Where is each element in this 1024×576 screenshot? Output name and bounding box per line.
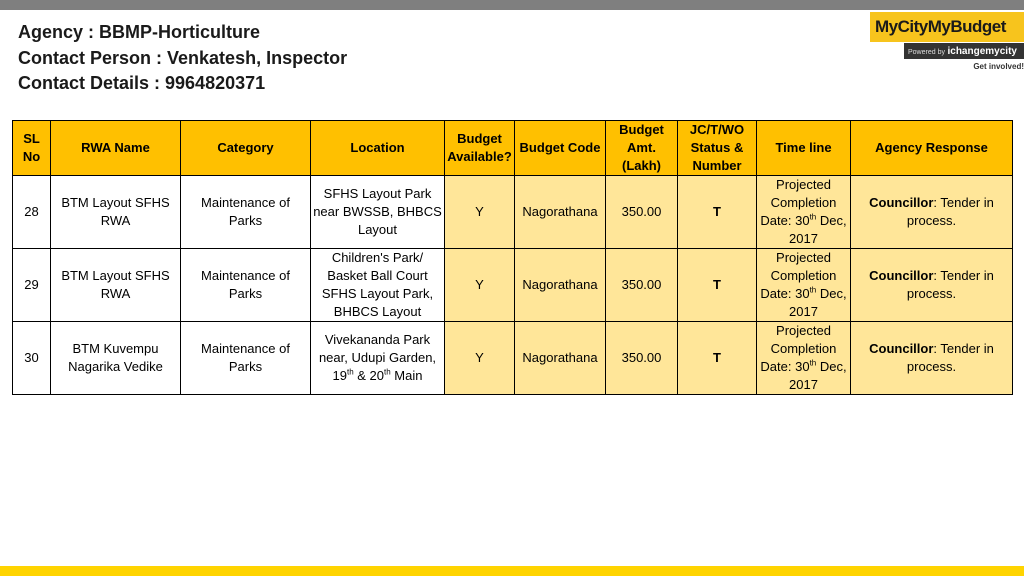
- table-header-row: [13, 121, 1013, 176]
- cell-budget-code: Nagorathana: [515, 249, 606, 322]
- cell-sl: 28: [13, 176, 51, 249]
- cell-category: Maintenance of Parks: [181, 322, 311, 395]
- cell-status: T: [678, 176, 757, 249]
- cell-sl: 30: [13, 322, 51, 395]
- response-text: : Tender in process.: [906, 195, 994, 228]
- cell-category: Maintenance of Parks: [181, 176, 311, 249]
- timeline-ordinal: th: [809, 358, 817, 368]
- top-border-bar: [0, 0, 1024, 10]
- cell-budget-available: Y: [445, 249, 515, 322]
- header-status: JC/T/WO Status & Number: [678, 121, 757, 176]
- logo-brand: ichangemycity: [947, 46, 1017, 57]
- cell-budget-available: Y: [445, 176, 515, 249]
- cell-status: T: [678, 249, 757, 322]
- cell-rwa-name: BTM Layout SFHS RWA: [51, 249, 181, 322]
- cell-category: Maintenance of Parks: [181, 249, 311, 322]
- header-category: Category: [181, 121, 311, 176]
- header-time-line: Time line: [757, 121, 851, 176]
- table-row: [13, 322, 1013, 395]
- agency-line: Agency : BBMP-Horticulture: [18, 22, 261, 42]
- cell-agency-response: [851, 176, 1013, 249]
- budget-table: [12, 120, 1013, 395]
- location-text: Vivekananda Park near, Udupi Garden, 19: [318, 332, 437, 383]
- cell-time-line: [757, 176, 851, 249]
- location-text-end: Main: [390, 368, 423, 383]
- cell-agency-response: [851, 249, 1013, 322]
- cell-budget-amount: 350.00: [606, 322, 678, 395]
- cell-sl: 29: [13, 249, 51, 322]
- cell-time-line: [757, 249, 851, 322]
- table-row: [13, 249, 1013, 322]
- cell-budget-amount: 350.00: [606, 176, 678, 249]
- cell-status: T: [678, 322, 757, 395]
- response-who: Councillor: [869, 268, 934, 283]
- cell-rwa-name: BTM Layout SFHS RWA: [51, 176, 181, 249]
- location-ordinal-2: th: [384, 367, 391, 377]
- timeline-text-end: Dec, 2017: [789, 286, 847, 319]
- header-budget-available: Budget Available?: [445, 121, 515, 176]
- timeline-text: Projected Completion Date: 30: [760, 250, 837, 301]
- cell-budget-amount: 350.00: [606, 249, 678, 322]
- header-rwa-name: RWA Name: [51, 121, 181, 176]
- timeline-text: Projected Completion Date: 30: [760, 323, 837, 374]
- header-sl-no: SL No: [13, 121, 51, 176]
- response-text: : Tender in process.: [906, 341, 994, 374]
- cell-budget-code: Nagorathana: [515, 322, 606, 395]
- timeline-text-end: Dec, 2017: [789, 213, 847, 246]
- location-ordinal: th: [346, 367, 354, 377]
- location-text-mid: & 20: [353, 368, 385, 383]
- timeline-ordinal: th: [809, 212, 817, 222]
- table-row: [13, 176, 1013, 249]
- cell-rwa-name: BTM Kuvempu Nagarika Vedike: [51, 322, 181, 395]
- bottom-border-bar: [0, 566, 1024, 576]
- header-budget-amount: Budget Amt. (Lakh): [606, 121, 678, 176]
- contact-person-line: Contact Person : Venkatesh, Inspector: [18, 47, 348, 68]
- contact-details-line: Contact Details : 9964820371: [18, 73, 266, 93]
- logo-powered-strip: [904, 43, 1024, 59]
- mycitymybudget-logo: [870, 12, 1024, 74]
- timeline-text: Projected Completion Date: 30: [760, 177, 837, 228]
- response-who: Councillor: [869, 195, 934, 210]
- header-location: Location: [311, 121, 445, 176]
- header-budget-code: Budget Code: [515, 121, 606, 176]
- cell-location: [311, 322, 445, 395]
- logo-powered-by: Powered by: [908, 49, 945, 56]
- cell-location: Children's Park/ Basket Ball Court SFHS Layout Park, BHBCS Layout: [311, 249, 445, 322]
- logo-wordmark: MyCityMyBudget: [870, 12, 1024, 42]
- cell-budget-available: Y: [445, 322, 515, 395]
- response-who: Councillor: [869, 341, 934, 356]
- contact-header: [18, 20, 347, 97]
- timeline-text-end: Dec, 2017: [789, 359, 847, 392]
- cell-location: SFHS Layout Park near BWSSB, BHBCS Layout: [311, 176, 445, 249]
- response-text: : Tender in process.: [906, 268, 994, 301]
- cell-budget-code: Nagorathana: [515, 176, 606, 249]
- header-agency-response: Agency Response: [851, 121, 1013, 176]
- cell-agency-response: [851, 322, 1013, 395]
- cell-time-line: [757, 322, 851, 395]
- logo-tagline: Get involved!: [973, 62, 1024, 71]
- timeline-ordinal: th: [809, 285, 817, 295]
